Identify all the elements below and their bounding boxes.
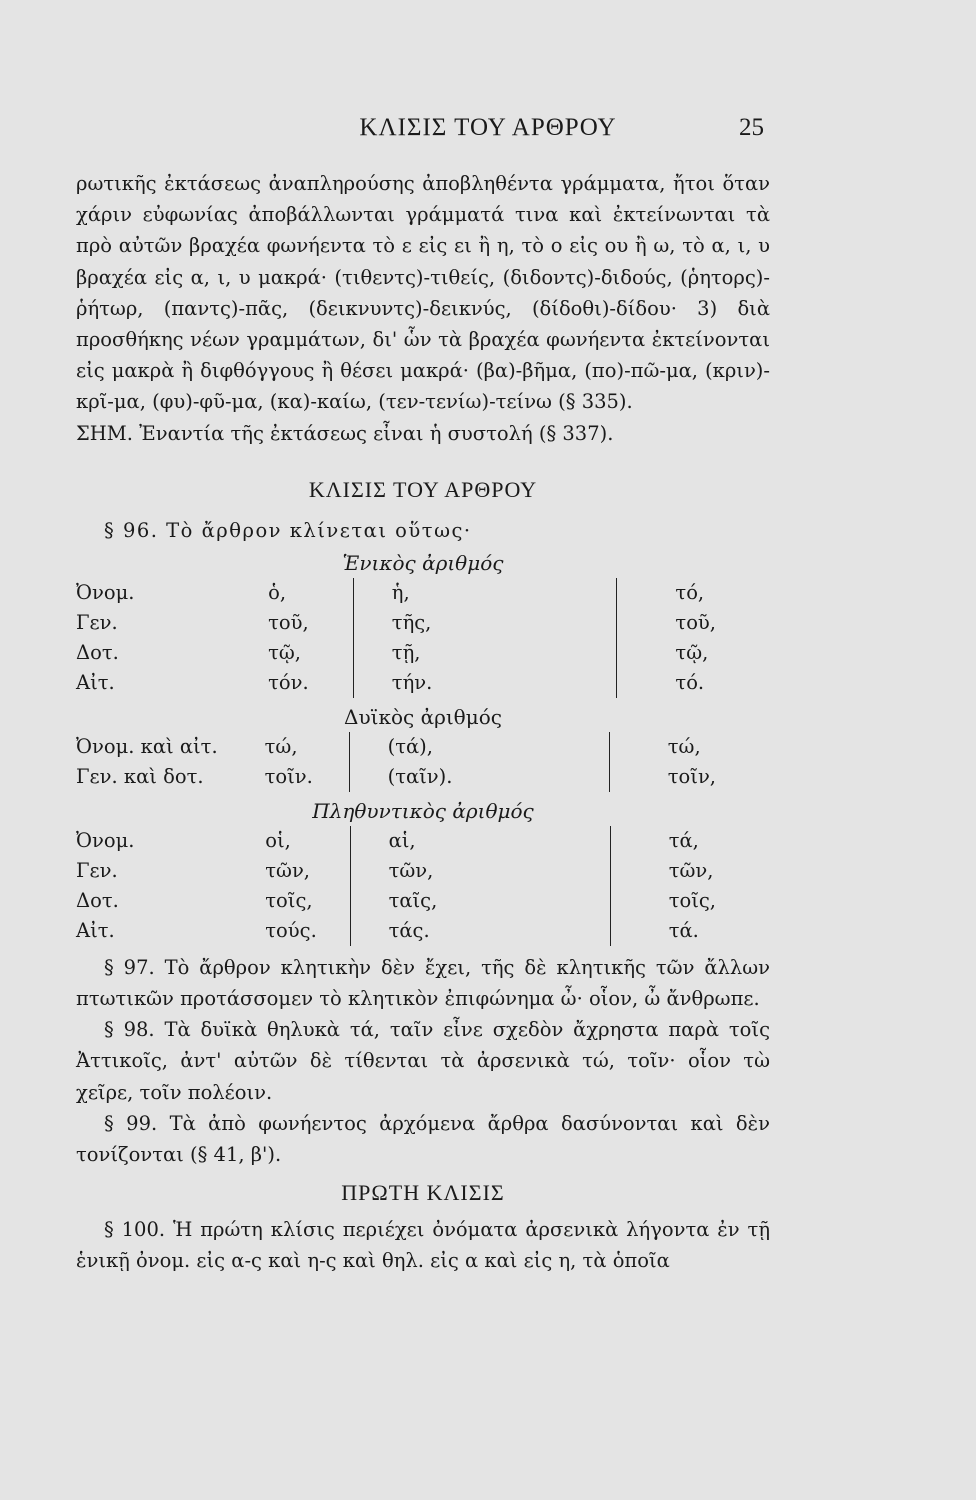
paragraph-100: § 100. Ἡ πρώτη κλίσις περιέχει ὀνόματα ἀρσενικὰ λήγοντα ἐν τῇ ἑνικῇ ὀνομ. εἰς α-ς καὶ η-ς καὶ θηλ. εἰς α καὶ εἰς η, τὰ ὁποῖα <box>76 1218 770 1273</box>
case-label: Γεν. καὶ δοτ. <box>76 764 204 788</box>
feminine-form: τήν. <box>353 668 617 698</box>
table-row <box>76 916 716 946</box>
feminine-form: αἱ, <box>350 826 610 856</box>
page-header <box>0 108 976 148</box>
case-label: Ὀνομ. <box>76 828 135 852</box>
neuter-form: τώ, <box>667 734 701 758</box>
page-body <box>76 168 770 1277</box>
plural-table <box>76 826 716 946</box>
table-row <box>76 578 716 608</box>
feminine-form: ἡ, <box>353 578 617 608</box>
neuter-form: τό. <box>675 670 705 694</box>
table-row <box>76 638 716 668</box>
neuter-form: τό, <box>675 580 705 604</box>
paragraph-99: § 99. Τὰ ἀπὸ φωνήεντος ἀρχόμενα ἄρθρα δασύνονται καὶ δὲν τονίζονται (§ 41, β'). <box>76 1111 770 1167</box>
case-label: Αἰτ. <box>76 670 115 694</box>
feminine-form: τάς. <box>350 916 610 946</box>
feminine-form: τῶν, <box>350 856 610 886</box>
neuter-form: τά, <box>668 828 699 852</box>
feminine-form: τῇ, <box>353 638 617 668</box>
table-row <box>76 826 716 856</box>
case-label: Δοτ. <box>76 640 119 664</box>
singular-title: Ἑνικὸς ἀριθμός <box>342 550 504 575</box>
note-paragraph: ΣΗΜ. Ἐναντία τῆς ἐκτάσεως εἶναι ἡ συστολή (§ 337). <box>76 421 614 445</box>
feminine-form: τῆς, <box>353 608 617 638</box>
running-title: ΚΛΙΣΙΣ ΤΟΥ ΑΡΘΡΟΥ <box>359 114 617 141</box>
section-heading: ΚΛΙΣΙΣ ΤΟΥ ΑΡΘΡΟΥ <box>308 476 538 502</box>
dual-title: Δυϊκὸς ἀριθμός <box>344 704 502 729</box>
plural-title: Πληθυντικὸς ἀριθμός <box>312 798 534 823</box>
masculine-form: τῶν, <box>265 858 311 882</box>
singular-table <box>76 578 716 698</box>
neuter-form: τοῖν, <box>667 764 716 788</box>
masculine-form: τοῖς, <box>265 888 313 912</box>
feminine-form: ταῖς, <box>350 886 610 916</box>
table-row <box>76 762 716 792</box>
neuter-form: τῷ, <box>675 640 709 664</box>
table-row <box>76 856 716 886</box>
case-label: Ὀνομ. καὶ αἰτ. <box>76 734 218 758</box>
masculine-form: τοῦ, <box>268 610 309 634</box>
masculine-form: τόν. <box>268 670 309 694</box>
intro-paragraph: ρωτικῆς ἐκτάσεως ἀναπληρούσης ἀποβληθέντα γράμματα, ἤτοι ὅταν χάριν εὐφωνίας ἀποβάλλωνται γράμματά τινα καὶ ἐκτείνωνται τὰ πρὸ αὐτῶν βραχέα φωνήεντα τὸ ε εἰς ει ἢ η, τὸ ο εἰς ου ἢ ω, τὸ α, ι, υ βραχέα εἰς α, ι, υ μακρά· (τιθεντς)-τιθείς, (διδοντς)-διδούς, (ῥητορς)-ῥήτωρ, (παντς)-πᾶς, (δεικνυντς)-δεικνύς, (δίδοθι)-δίδου· 3) διὰ προσθήκης νέων γραμμάτων, δι' ὧν τὰ βραχέα φωνήεντα ἐκτείνονται εἰς μακρὰ ἢ διφθόγγους ἢ θέσει μακρά· (βα)-βῆμα, (πο)-πῶ-μα, (κριν)-κρῖ-μα, (φυ)-φῦ-μα, (κα)-καίω, (τεν-τενίω)-τείνω (§ 335). <box>76 172 770 414</box>
paragraph-96: § 96. Τὸ ἄρθρον κλίνεται οὕτως· <box>104 518 472 542</box>
neuter-form: τά. <box>668 918 699 942</box>
masculine-form: τώ, <box>264 734 298 758</box>
feminine-form: (τά), <box>349 732 609 762</box>
paragraph-97: § 97. Τὸ ἄρθρον κλητικὴν δὲν ἔχει, τῆς δὲ κλητικῆς τῶν ἄλλων πτωτικῶν προτάσσομεν τὸ κλητικὸν ἐπιφώνημα ὦ· οἷον, ὦ ἄνθρωπε. <box>76 955 770 1011</box>
table-row <box>76 886 716 916</box>
page-number: 25 <box>739 114 764 141</box>
masculine-form: τῷ, <box>268 640 301 664</box>
case-label: Αἰτ. <box>76 918 115 942</box>
table-row <box>76 732 716 762</box>
case-label: Γεν. <box>76 858 118 882</box>
masculine-form: τούς. <box>265 918 317 942</box>
neuter-form: τοῦ, <box>675 610 716 634</box>
dual-table <box>76 732 716 792</box>
table-row <box>76 608 716 638</box>
paragraph-98: § 98. Τὰ δυϊκὰ θηλυκὰ τά, ταῖν εἶνε σχεδὸν ἄχρηστα παρὰ τοῖς Ἀττικοῖς, ἀντ' αὐτῶν δὲ τίθενται τὰ ἀρσενικὰ τώ, τοῖν· οἷον τὼ χεῖρε, τοῖν πολέοιν. <box>76 1018 770 1104</box>
case-label: Ὀνομ. <box>76 580 135 604</box>
table-row <box>76 668 716 698</box>
masculine-form: ὁ, <box>268 580 287 604</box>
masculine-form: οἱ, <box>265 828 291 852</box>
neuter-form: τῶν, <box>668 858 714 882</box>
feminine-form: (ταῖν). <box>349 762 609 792</box>
masculine-form: τοῖν. <box>264 764 313 788</box>
neuter-form: τοῖς, <box>668 888 716 912</box>
case-label: Γεν. <box>76 610 118 634</box>
first-declension-heading: ΠΡΩΤΗ ΚΛΙΣΙΣ <box>341 1180 505 1206</box>
case-label: Δοτ. <box>76 888 119 912</box>
